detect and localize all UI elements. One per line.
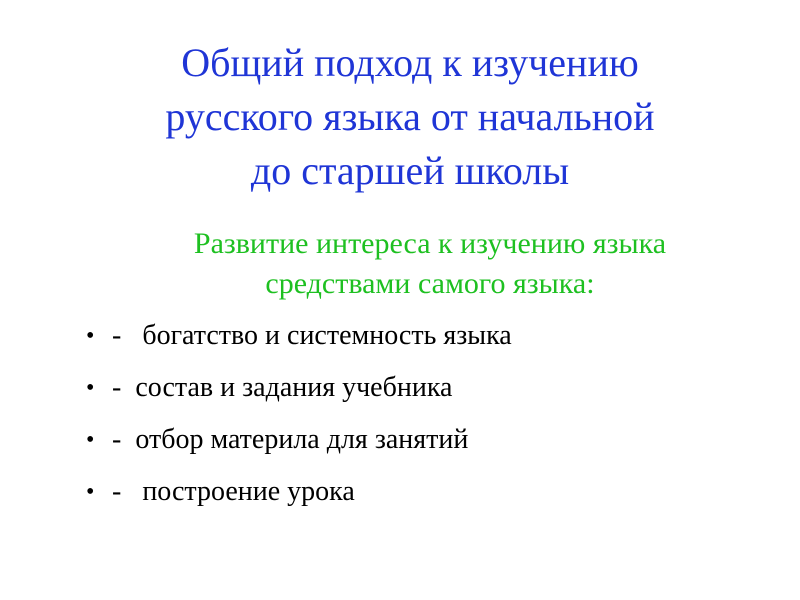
bullet-dot-icon: • (86, 323, 95, 349)
bullet-dot-icon: • (86, 427, 95, 453)
list-item (86, 422, 766, 458)
bullet-text: - богатство и системность языка (112, 320, 512, 351)
bullet-text: - отбор материла для занятий (112, 424, 469, 455)
list-item (86, 370, 766, 406)
slide-subtitle (120, 224, 740, 304)
slide-subtitle-line-1: Развитие интереса к изучению языка (193, 227, 667, 260)
bullet-list (86, 318, 766, 526)
list-item (86, 474, 766, 510)
slide-title-line-3: до старшей школы (250, 148, 570, 193)
bullet-text: - построение урока (112, 476, 355, 507)
slide-title-line-2: русского языка от начальной (165, 94, 655, 139)
list-item (86, 318, 766, 354)
slide-title (80, 36, 740, 198)
bullet-dot-icon: • (86, 479, 95, 505)
slide-subtitle-line-2: средствами самого языка: (265, 267, 595, 300)
bullet-text: - состав и задания учебника (112, 372, 453, 403)
slide-title-line-1: Общий подход к изучению (181, 40, 639, 85)
bullet-dot-icon: • (86, 375, 95, 401)
